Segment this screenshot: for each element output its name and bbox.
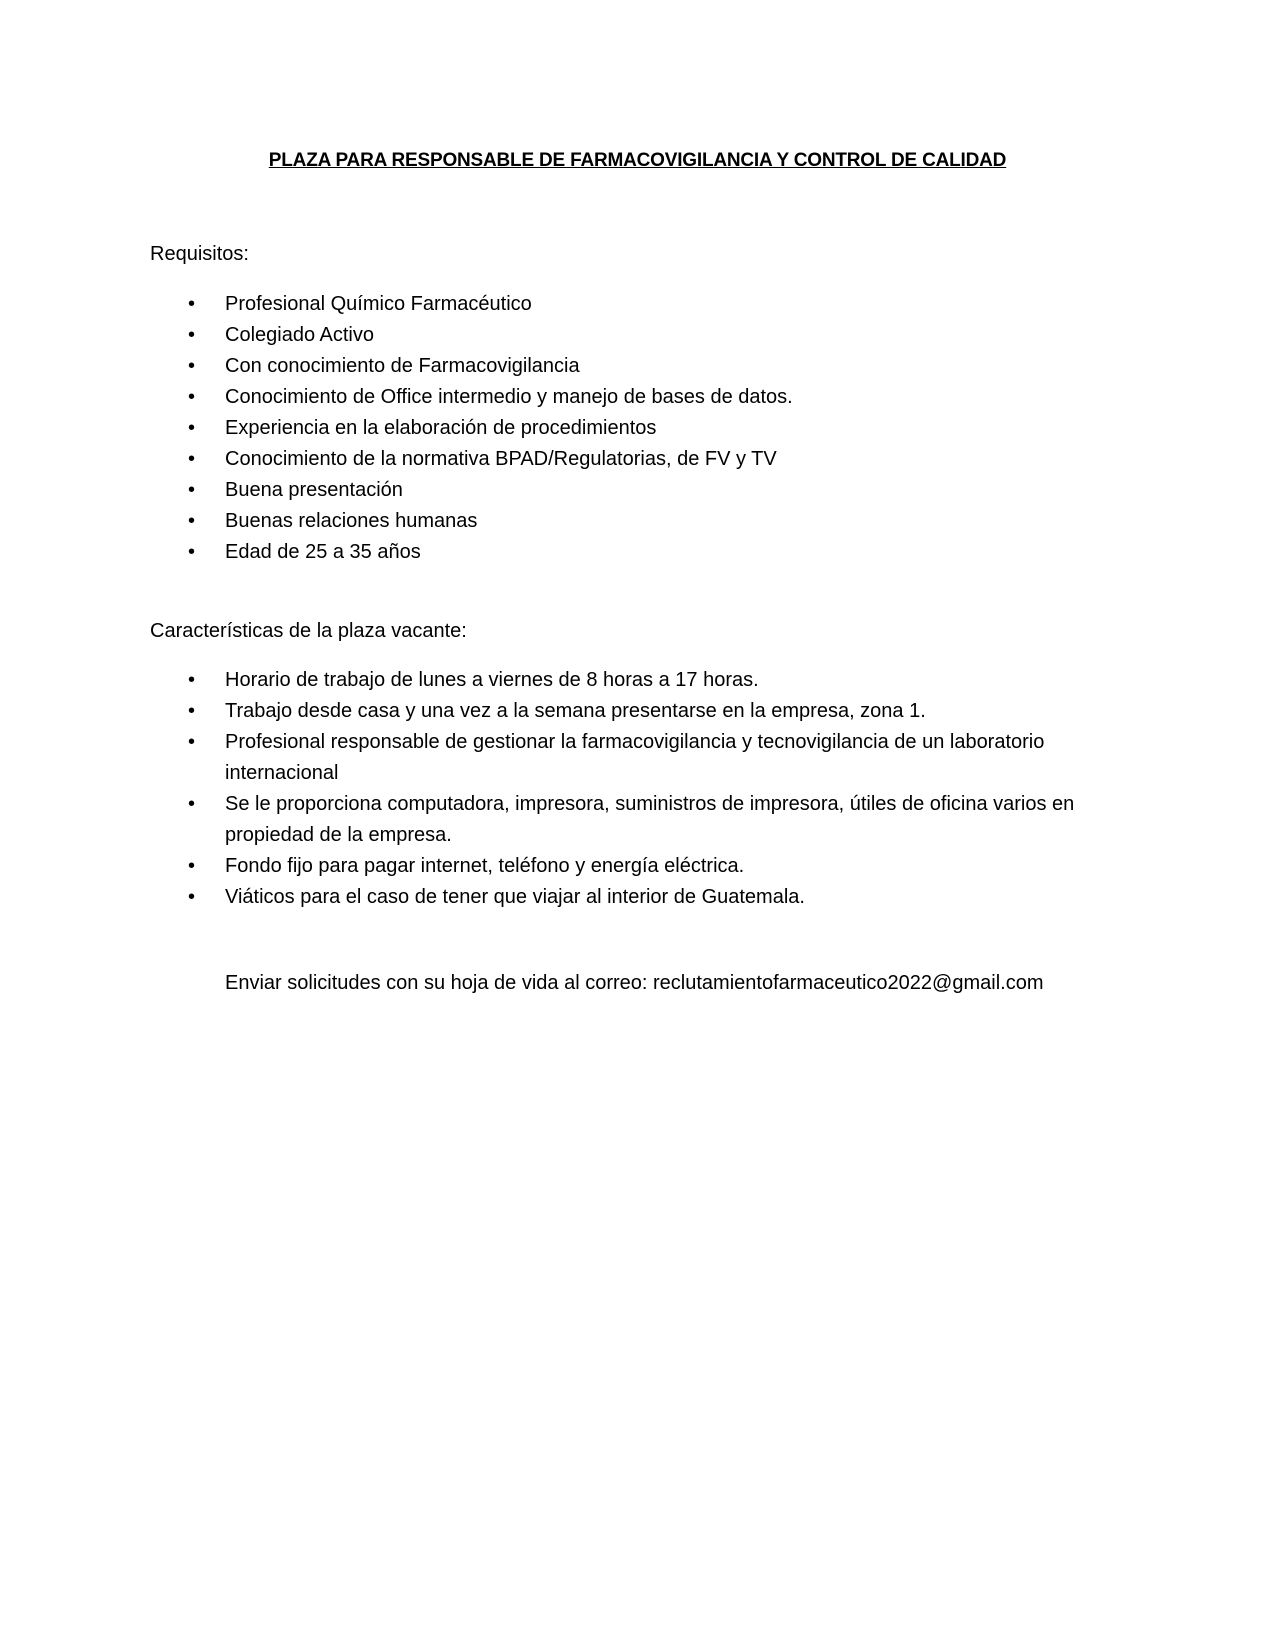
list-item	[150, 382, 1140, 413]
list-item-text: Horario de trabajo de lunes a viernes de 8 horas a 17 horas.	[225, 669, 759, 691]
list-item-text: Viáticos para el caso de tener que viajar al interior de Guatemala.	[225, 886, 805, 908]
list-item-text: Buena presentación	[225, 479, 403, 501]
list-item-text: Experiencia en la elaboración de procedimientos	[225, 417, 657, 439]
caracteristicas-list	[150, 665, 1140, 913]
requisitos-list	[150, 289, 1140, 568]
list-item	[150, 444, 1140, 475]
list-item	[150, 665, 1140, 696]
bullet-icon: •	[188, 324, 196, 346]
bullet-icon: •	[188, 386, 196, 408]
bullet-icon: •	[188, 510, 196, 532]
list-item	[150, 727, 1140, 789]
bullet-icon: •	[188, 669, 196, 691]
caracteristicas-heading: Características de la plaza vacante:	[150, 620, 467, 642]
bullet-icon: •	[188, 448, 196, 470]
list-item-text: Colegiado Activo	[225, 324, 374, 346]
list-item-text: Edad de 25 a 35 años	[225, 541, 421, 563]
bullet-icon: •	[188, 700, 196, 722]
list-item-text: Fondo fijo para pagar internet, teléfono y energía eléctrica.	[225, 855, 745, 877]
bullet-icon: •	[188, 886, 196, 908]
list-item	[150, 537, 1140, 568]
list-item	[150, 851, 1140, 882]
list-item	[150, 413, 1140, 444]
bullet-icon: •	[188, 731, 196, 753]
bullet-icon: •	[188, 541, 196, 563]
list-item-text: Trabajo desde casa y una vez a la semana presentarse en la empresa, zona 1.	[225, 700, 926, 722]
list-item-text: Conocimiento de la normativa BPAD/Regulatorias, de FV y TV	[225, 448, 777, 470]
contact-email-line: Enviar solicitudes con su hoja de vida al correo: reclutamientofarmaceutico2022@gmail.com	[225, 972, 1044, 994]
list-item-text: Con conocimiento de Farmacovigilancia	[225, 355, 580, 377]
list-item	[150, 789, 1140, 851]
list-item-text: Se le proporciona computadora, impresora, suministros de impresora, útiles de oficina varios en propiedad de la empresa.	[225, 793, 1075, 846]
list-item	[150, 320, 1140, 351]
bullet-icon: •	[188, 855, 196, 877]
list-item	[150, 506, 1140, 537]
bullet-icon: •	[188, 793, 196, 815]
list-item-text: Profesional Químico Farmacéutico	[225, 293, 532, 315]
list-item	[150, 289, 1140, 320]
list-item-text: Buenas relaciones humanas	[225, 510, 478, 532]
list-item-text: Conocimiento de Office intermedio y manejo de bases de datos.	[225, 386, 793, 408]
requisitos-heading: Requisitos:	[150, 243, 249, 265]
list-item	[150, 882, 1140, 913]
bullet-icon: •	[188, 293, 196, 315]
bullet-icon: •	[188, 355, 196, 377]
document-title: PLAZA PARA RESPONSABLE DE FARMACOVIGILANCIA Y CONTROL DE CALIDAD	[268, 150, 1007, 171]
list-item-text: Profesional responsable de gestionar la farmacovigilancia y tecnovigilancia de un laboratorio internacional	[225, 731, 1045, 784]
bullet-icon: •	[188, 417, 196, 439]
list-item	[150, 475, 1140, 506]
bullet-icon: •	[188, 479, 196, 501]
list-item	[150, 696, 1140, 727]
list-item	[150, 351, 1140, 382]
